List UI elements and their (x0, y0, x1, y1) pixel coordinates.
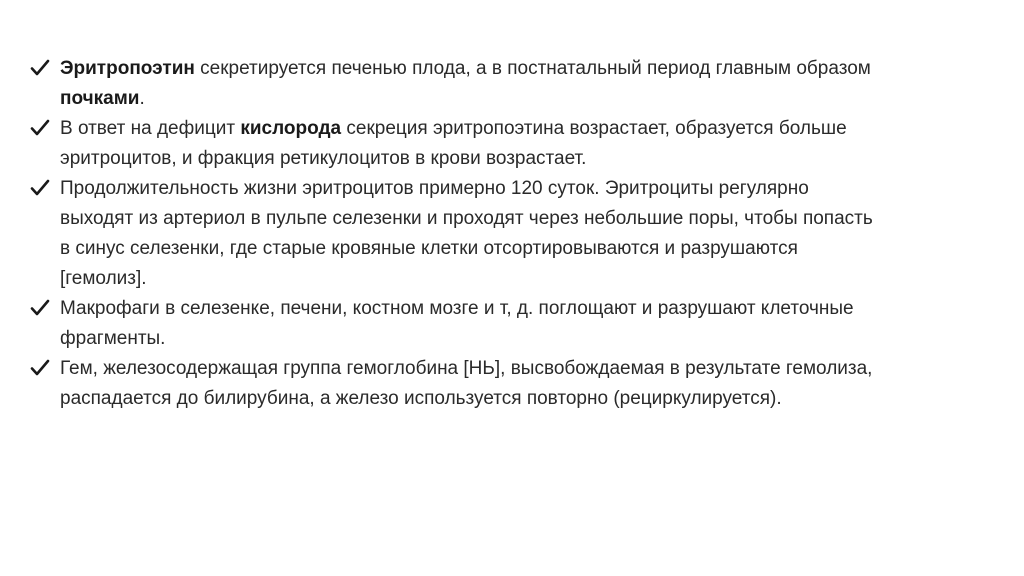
bullet-oxygen-deficit (30, 114, 880, 174)
bullet-text: Продолжительность жизни эритроцитов примерно 120 суток. Эритроциты регулярно выходят из артериол в пульпе селезенки и проходят через небольшие поры, чтобы попасть в синус селезенки, где старые кровяные клетки отсортировываются и разрушаются [гемолиз]. (60, 178, 873, 289)
text-run: . (139, 88, 145, 109)
bold-term: кислорода (240, 118, 342, 139)
bullet-erythropoietin (30, 54, 880, 114)
bullet-text (60, 118, 847, 169)
bullet-text (60, 58, 871, 109)
bold-term: Эритропоэтин (60, 58, 195, 79)
checkmark-icon (30, 359, 50, 377)
checkmark-icon (30, 299, 50, 317)
bullet-list (30, 54, 880, 414)
bullet-macrophages (30, 294, 880, 354)
bold-term: почками (60, 88, 140, 109)
bullet-text: Макрофаги в селезенке, печени, костном мозге и т, д. поглощают и разрушают клеточные фрагменты. (60, 298, 854, 349)
bullet-erythrocyte-lifespan (30, 174, 880, 294)
text-run: секретируется печенью плода, а в постнатальный период главным образом (194, 58, 871, 79)
text-run: В ответ на дефицит (60, 118, 241, 139)
checkmark-icon (30, 119, 50, 137)
text-run: секреция эритропоэтина возрастает, образуется больше эритроцитов, и фракция ретикулоцитов в крови возрастает. (60, 118, 847, 169)
bullet-heme (30, 354, 880, 414)
checkmark-icon (30, 59, 50, 77)
checkmark-icon (30, 179, 50, 197)
bullet-text: Гем, железосодержащая группа гемоглобина [НЬ], высвобождаемая в результате гемолиза, распадается до билирубина, а железо используется повторно (рециркулируется). (60, 358, 873, 409)
